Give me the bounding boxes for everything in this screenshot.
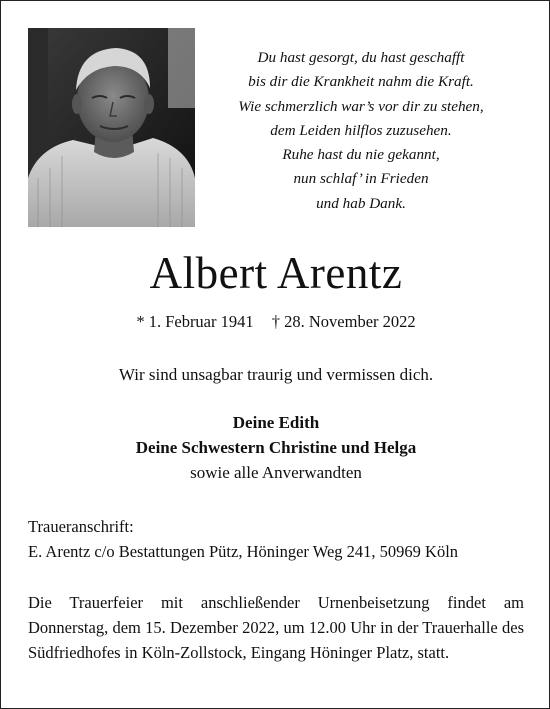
poem-line: und hab Dank. [316,194,406,212]
mourner-relatives: sowie alle Anverwandten [190,463,362,482]
birth-date: * 1. Februar 1941 [136,312,254,331]
mourners-list [1,410,550,485]
address-label: Traueranschrift: [28,517,134,536]
funeral-ceremony-info: Die Trauerfeier mit anschließender Urnenbeisetzung findet am Donnerstag, dem 15. Dezember 2022, um 12.00 Uhr in der Trauerhalle des Südfriedhofes in Köln-Zollstock, Eingang Höninger Platz, statt. [28,593,524,662]
mourning-address [28,514,528,564]
memorial-poem [211,46,511,216]
grief-statement: Wir sind unsagbar traurig und vermissen dich. [118,365,434,384]
poem-line: Du hast gesorgt, du hast geschafft [257,49,465,66]
mourner-sisters: Deine Schwestern Christine und Helga [135,438,417,457]
poem-line: Wie schmerzlich war’s vor dir zu stehen, [238,97,484,115]
poem-line: dem Leiden hilflos zuzusehen. [270,121,452,139]
portrait-photo-image [28,28,195,227]
mourner-spouse: Deine Edith [232,413,320,432]
address-value: E. Arentz c/o Bestattungen Pütz, Höninger Weg 241, 50969 Köln [28,542,459,561]
deceased-name: Albert Arentz [149,248,403,298]
portrait-photo [28,28,195,227]
poem-line: nun schlaf’ in Frieden [293,170,429,188]
life-dates [1,310,550,334]
death-date: † 28. November 2022 [271,312,416,331]
poem-line: Ruhe hast du nie gekannt, [282,146,440,164]
poem-line: bis dir die Krankheit nahm die Kraft. [248,73,474,91]
